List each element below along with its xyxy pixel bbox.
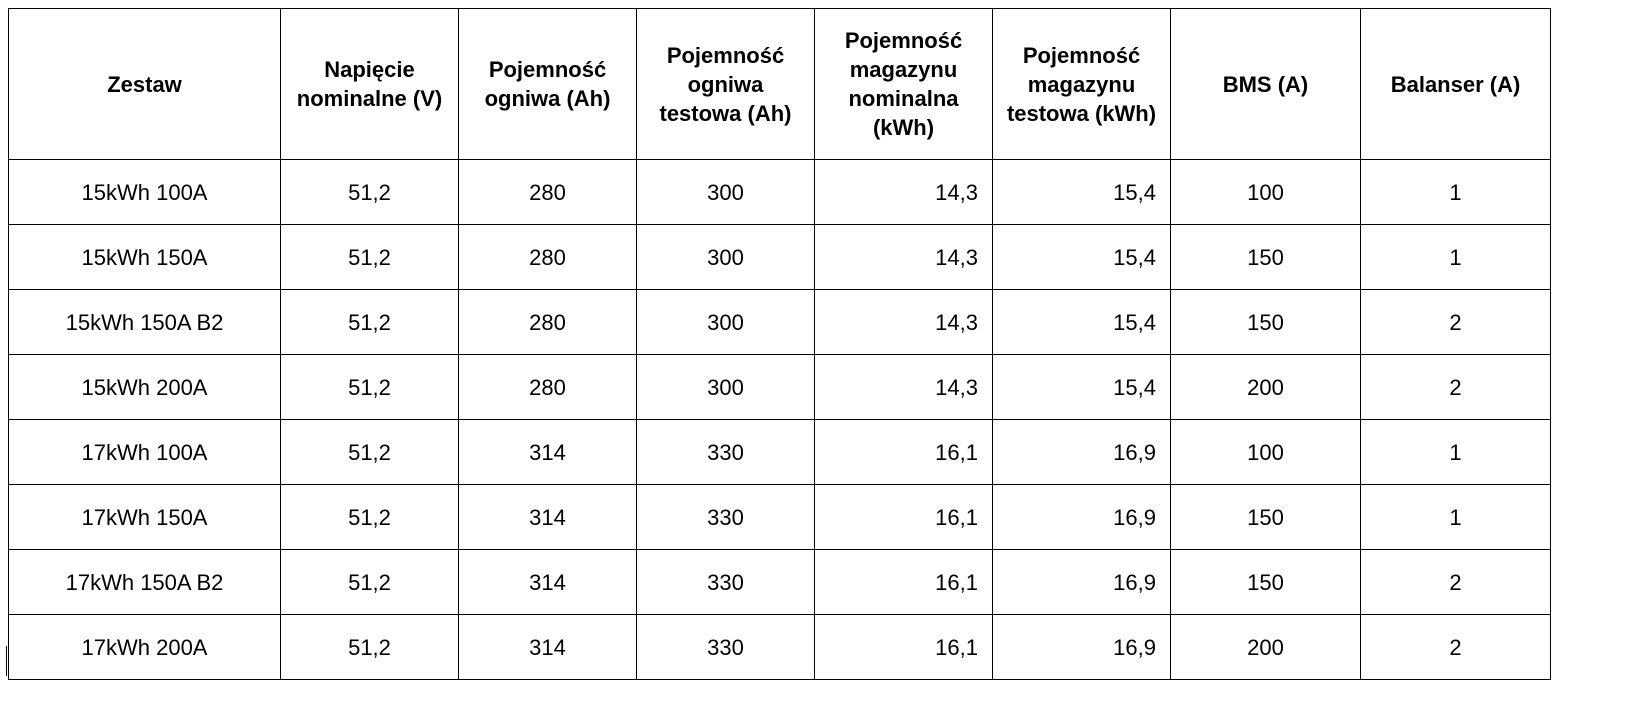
cell-pojemnosc-magazynu-testowa: 15,4 — [993, 290, 1171, 355]
cell-pojemnosc-magazynu-testowa: 15,4 — [993, 355, 1171, 420]
cell-pojemnosc-ogniwa: 314 — [459, 485, 637, 550]
header-row — [9, 9, 1551, 160]
cell-zestaw: 15kWh 100A — [9, 160, 281, 225]
cell-napiecie: 51,2 — [281, 550, 459, 615]
cell-pojemnosc-magazynu-nominalna: 14,3 — [815, 160, 993, 225]
cell-pojemnosc-ogniwa-testowa: 300 — [637, 160, 815, 225]
table-row — [9, 160, 1551, 225]
cell-pojemnosc-ogniwa: 314 — [459, 615, 637, 680]
cell-pojemnosc-ogniwa: 280 — [459, 355, 637, 420]
cell-zestaw: 17kWh 150A — [9, 485, 281, 550]
cell-zestaw: 17kWh 100A — [9, 420, 281, 485]
header-napiecie-nominalne: Napięcie nominalne (V) — [281, 9, 459, 160]
cell-pojemnosc-magazynu-nominalna: 16,1 — [815, 485, 993, 550]
table-body — [9, 160, 1551, 680]
cell-balanser: 2 — [1361, 550, 1551, 615]
cell-pojemnosc-ogniwa-testowa: 330 — [637, 550, 815, 615]
cell-pojemnosc-ogniwa: 280 — [459, 290, 637, 355]
cell-napiecie: 51,2 — [281, 355, 459, 420]
cell-pojemnosc-ogniwa-testowa: 300 — [637, 225, 815, 290]
header-pojemnosc-magazynu-nominalna: Pojemność magazynu nominalna (kWh) — [815, 9, 993, 160]
spec-table-container — [8, 8, 1551, 680]
table-row — [9, 420, 1551, 485]
cell-pojemnosc-magazynu-testowa: 15,4 — [993, 225, 1171, 290]
cell-pojemnosc-magazynu-nominalna: 16,1 — [815, 615, 993, 680]
battery-spec-table — [8, 8, 1551, 680]
cell-napiecie: 51,2 — [281, 160, 459, 225]
cell-zestaw: 17kWh 200A — [9, 615, 281, 680]
cell-pojemnosc-ogniwa-testowa: 330 — [637, 615, 815, 680]
cell-pojemnosc-ogniwa-testowa: 330 — [637, 485, 815, 550]
header-pojemnosc-ogniwa-testowa: Pojemność ogniwa testowa (Ah) — [637, 9, 815, 160]
cell-balanser: 2 — [1361, 615, 1551, 680]
cell-pojemnosc-ogniwa: 314 — [459, 550, 637, 615]
cell-napiecie: 51,2 — [281, 420, 459, 485]
cell-balanser: 2 — [1361, 290, 1551, 355]
table-row — [9, 290, 1551, 355]
table-row — [9, 550, 1551, 615]
cell-napiecie: 51,2 — [281, 225, 459, 290]
cell-bms: 100 — [1171, 160, 1361, 225]
cell-bms: 100 — [1171, 420, 1361, 485]
cell-pojemnosc-magazynu-nominalna: 14,3 — [815, 225, 993, 290]
cell-pojemnosc-magazynu-nominalna: 14,3 — [815, 290, 993, 355]
header-pojemnosc-ogniwa: Pojemność ogniwa (Ah) — [459, 9, 637, 160]
cell-zestaw: 17kWh 150A B2 — [9, 550, 281, 615]
cell-pojemnosc-magazynu-testowa: 16,9 — [993, 420, 1171, 485]
cell-bms: 200 — [1171, 355, 1361, 420]
header-bms: BMS (A) — [1171, 9, 1361, 160]
cell-balanser: 1 — [1361, 225, 1551, 290]
cell-zestaw: 15kWh 150A — [9, 225, 281, 290]
cell-bms: 200 — [1171, 615, 1361, 680]
table-row — [9, 225, 1551, 290]
cell-pojemnosc-magazynu-testowa: 16,9 — [993, 615, 1171, 680]
cell-zestaw: 15kWh 150A B2 — [9, 290, 281, 355]
cell-balanser: 1 — [1361, 160, 1551, 225]
cell-pojemnosc-ogniwa: 280 — [459, 160, 637, 225]
left-edge-line — [6, 646, 7, 676]
cell-zestaw: 15kWh 200A — [9, 355, 281, 420]
cell-balanser: 1 — [1361, 420, 1551, 485]
cell-bms: 150 — [1171, 550, 1361, 615]
table-row — [9, 355, 1551, 420]
cell-pojemnosc-ogniwa-testowa: 330 — [637, 420, 815, 485]
header-zestaw: Zestaw — [9, 9, 281, 160]
cell-pojemnosc-magazynu-testowa: 15,4 — [993, 160, 1171, 225]
cell-pojemnosc-ogniwa: 280 — [459, 225, 637, 290]
cell-pojemnosc-magazynu-nominalna: 16,1 — [815, 550, 993, 615]
cell-pojemnosc-magazynu-nominalna: 14,3 — [815, 355, 993, 420]
cell-bms: 150 — [1171, 485, 1361, 550]
cell-balanser: 2 — [1361, 355, 1551, 420]
cell-napiecie: 51,2 — [281, 290, 459, 355]
cell-pojemnosc-magazynu-nominalna: 16,1 — [815, 420, 993, 485]
table-row — [9, 615, 1551, 680]
cell-pojemnosc-ogniwa-testowa: 300 — [637, 355, 815, 420]
cell-pojemnosc-ogniwa: 314 — [459, 420, 637, 485]
header-pojemnosc-magazynu-testowa: Pojemność magazynu testowa (kWh) — [993, 9, 1171, 160]
cell-bms: 150 — [1171, 225, 1361, 290]
cell-pojemnosc-magazynu-testowa: 16,9 — [993, 485, 1171, 550]
cell-balanser: 1 — [1361, 485, 1551, 550]
cell-bms: 150 — [1171, 290, 1361, 355]
header-balanser: Balanser (A) — [1361, 9, 1551, 160]
cell-pojemnosc-ogniwa-testowa: 300 — [637, 290, 815, 355]
table-row — [9, 485, 1551, 550]
cell-napiecie: 51,2 — [281, 485, 459, 550]
cell-napiecie: 51,2 — [281, 615, 459, 680]
cell-pojemnosc-magazynu-testowa: 16,9 — [993, 550, 1171, 615]
